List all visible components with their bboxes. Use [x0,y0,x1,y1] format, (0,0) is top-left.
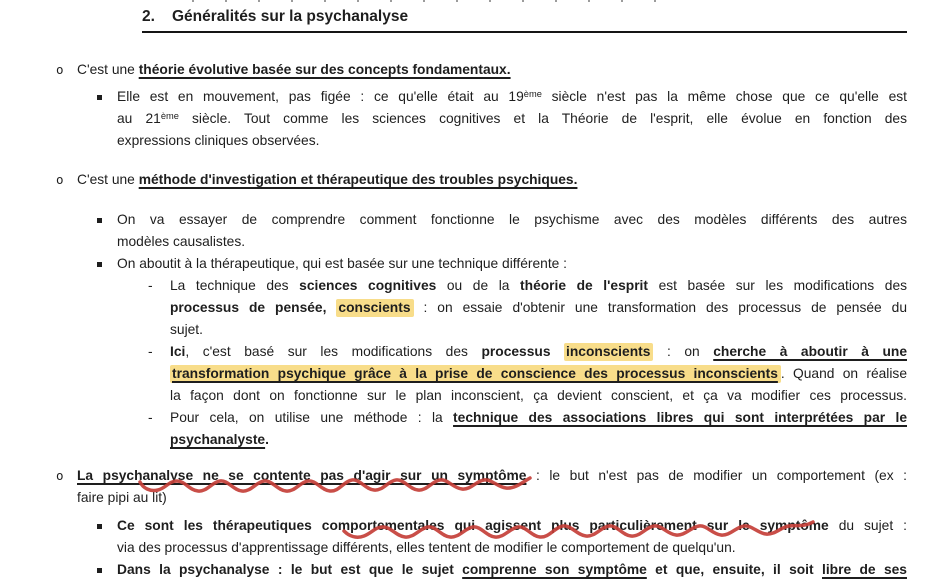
text-run: : le but n'est pas de modifier un comportement (ex : [526,468,907,483]
paragraph [170,341,907,407]
list-item [0,559,907,581]
text-line [77,59,907,81]
list-item [0,407,907,451]
dash-bullet: - [148,278,153,293]
text-line [170,407,907,429]
text-line [170,341,907,363]
heading-title: Généralités sur la psychanalyse [172,8,409,25]
text-run: ème [160,110,179,121]
text-run: On aboutit à la thérapeutique, qui est basée sur une technique différente : [117,256,567,271]
paragraph [77,59,907,81]
text-run: processus de pensée, [170,300,337,315]
text-line [170,429,907,451]
dash-bullet: - [148,344,153,359]
paragraph [170,407,907,451]
text-line [77,465,907,487]
text-run: . [265,432,269,447]
list-item [0,86,907,152]
paragraph [117,86,907,152]
text-run: . Quand on réalise [780,366,907,381]
text-run: théorie évolutive basée sur des concepts fondamentaux. [138,62,511,77]
highlighted-text-run: inconscients [564,343,653,361]
text-run: via des processus d'apprentissage différents, elles tentent de modifier le comportement de quelqu'un. [117,540,736,555]
text-run: siècle n'est pas la même chose que ce qu'elle est [541,89,907,104]
text-line [117,209,907,231]
paragraph [77,169,907,191]
list-item [0,465,907,509]
text-run: est basée sur les modifications des [648,278,907,293]
text-run: théorie de l'esprit [520,278,648,293]
text-line [77,487,907,509]
text-run: au 21 [117,111,161,126]
text-run: la façon dont on fonctionne sur le plan inconscient, ça devient conscient, et ça va modifier ces processus. [170,388,907,403]
square-bullet [97,568,102,573]
text-run: processus [481,344,565,359]
square-bullet [97,95,102,100]
text-run: sciences cognitives [299,278,437,293]
list-item [0,59,907,81]
cropped-previous-line [192,0,672,2]
text-run: libre de ses [821,562,907,577]
paragraph [77,465,907,509]
text-run: et que, ensuite, il soit [646,562,822,577]
list-item [0,253,907,275]
text-run: modèles causalistes. [117,234,246,249]
paragraph [170,275,907,341]
text-run: méthode d'investigation et thérapeutique des troubles psychiques. [138,172,578,187]
text-run: On va essayer de comprendre comment fonctionne le psychisme avec des modèles différents des autres [117,212,907,227]
text-line [117,253,907,275]
text-run: La technique des [170,278,300,293]
text-line [117,537,907,559]
text-line [170,363,907,385]
list-item [0,515,907,559]
text-line [117,130,907,152]
text-run: sujet. [170,322,203,337]
text-line [170,275,907,297]
text-line [170,385,907,407]
text-run: C'est une [77,172,139,187]
text-run: expressions cliniques observées. [117,133,320,148]
text-run: comprenne son symptôme [462,562,647,577]
square-bullet [97,262,102,267]
text-run: ème [523,88,542,99]
text-run: faire pipi au lit) [77,490,167,505]
text-line [117,86,907,108]
text-line [77,169,907,191]
text-run: Ici [170,344,186,359]
paragraph [117,209,907,253]
text-line [117,108,907,130]
list-item [0,341,907,407]
text-line [117,231,907,253]
text-run: Pour cela, on utilise une méthode : la [170,410,454,425]
text-line [117,559,907,581]
list-item [0,275,907,341]
text-line [170,297,907,319]
text-run: Elle est en mouvement, pas figée : ce qu'elle était au 19 [117,89,524,104]
paragraph [117,559,907,581]
highlighted-text-run: conscients [336,299,413,317]
text-run: siècle. Tout comme les sciences cognitives et la Théorie de l'esprit, elle évolue en fonction des [178,111,907,126]
text-run: : on [653,344,714,359]
text-run: : on essaie d'obtenir une transformation des processus de pensée du [413,300,907,315]
text-run: , c'est basé sur les modifications des [185,344,482,359]
text-run: psychanalyste [170,432,266,447]
section-heading [142,6,907,33]
text-run: Dans la psychanalyse : le but est que le sujet [117,562,463,577]
circle-bullet: o [56,172,64,187]
paragraph [117,515,907,559]
text-line [170,319,907,341]
circle-bullet: o [56,468,64,483]
document-body [0,59,944,581]
list-item [0,209,907,253]
text-run: C'est une [77,62,139,77]
highlighted-text-run: transformation psychique grâce à la prise de conscience des processus inconscients [170,365,781,383]
square-bullet [97,524,102,529]
text-line [117,515,907,537]
circle-bullet: o [56,62,64,77]
text-run: technique des associations libres qui sont interprétées par le [453,410,907,425]
text-run: du sujet : [828,518,907,533]
text-run: ou de la [436,278,521,293]
dash-bullet: - [148,410,153,425]
text-run: Ce sont les thérapeutiques comportementales qui agissent plus particulièrement sur le symptôme [117,518,829,533]
list-item [0,169,907,191]
text-run: La psychanalyse ne se contente pas d'agir sur un symptôme [77,468,527,483]
square-bullet [97,218,102,223]
paragraph [117,253,907,275]
heading-number: 2. [142,8,155,25]
text-run: cherche à aboutir à une [713,344,907,359]
